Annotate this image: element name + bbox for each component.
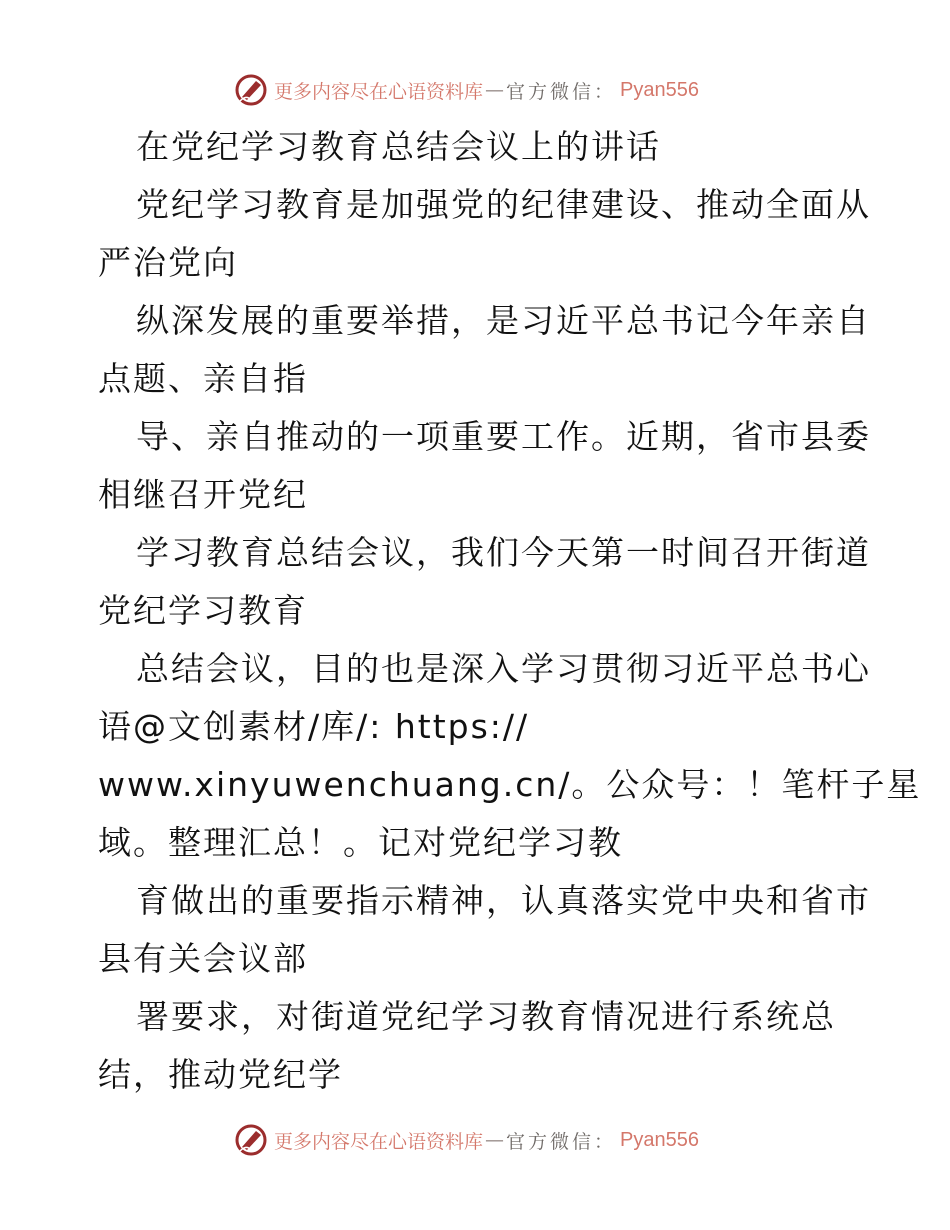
text-line: 县有关会议部 (98, 939, 308, 978)
header-watermark-banner (234, 70, 699, 110)
text-line: 点题、亲自指 (98, 359, 308, 398)
text-line: 相继召开党纪 (98, 475, 308, 514)
banner-dash: — (485, 79, 505, 101)
pen-nib-logo-icon (234, 73, 268, 107)
banner-main-text: 更多内容尽在心语资料库 (274, 1130, 484, 1153)
banner-wechat-id: Pyan556 (620, 78, 699, 101)
text-line: 育做出的重要指示精神，认真落实党中央和省市 (136, 881, 871, 920)
pen-nib-logo-icon (234, 1123, 268, 1157)
document-body (98, 118, 922, 1104)
banner-wechat-id: Pyan556 (620, 1128, 699, 1151)
document-title: 在党纪学习教育总结会议上的讲话 (136, 127, 661, 166)
banner-main-text: 更多内容尽在心语资料库 (274, 80, 484, 103)
text-line: 总结会议，目的也是深入学习贯彻习近平总书心 (136, 649, 871, 688)
text-line: 党纪学习教育是加强党的纪律建设、推动全面从 (136, 185, 871, 224)
banner-wechat-label: 官方微信： (506, 1130, 617, 1153)
text-line: www.xinyuwenchuang.cn/。公众号：！笔杆子星 (98, 765, 922, 804)
banner-dash: — (485, 1129, 505, 1151)
text-line: 结，推动党纪学 (98, 1055, 343, 1094)
banner-wechat-label: 官方微信： (506, 80, 617, 103)
text-line: 严治党向 (98, 243, 238, 282)
footer-watermark-banner (234, 1120, 699, 1160)
text-line: 语@文创素材/库/: https:// (98, 707, 530, 746)
text-line: 署要求，对街道党纪学习教育情况进行系统总 (136, 997, 836, 1036)
text-line: 学习教育总结会议，我们今天第一时间召开街道 (136, 533, 871, 572)
text-line: 纵深发展的重要举措，是习近平总书记今年亲自 (136, 301, 871, 340)
text-line: 党纪学习教育 (98, 591, 308, 630)
text-line: 导、亲自推动的一项重要工作。近期，省市县委 (136, 417, 871, 456)
text-line: 域。整理汇总！。记对党纪学习教 (98, 823, 623, 862)
